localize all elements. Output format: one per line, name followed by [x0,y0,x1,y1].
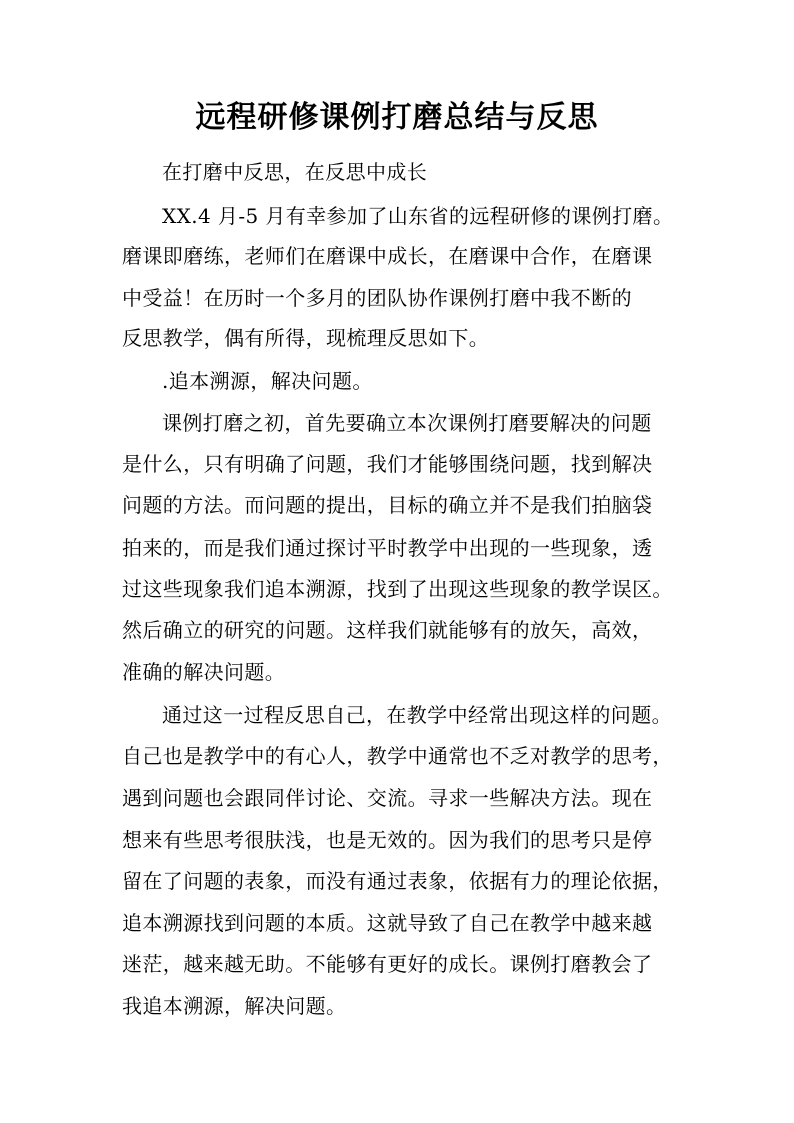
paragraph-line: 然后确立的研究的问题。这样我们就能够有的放矢，高效， [122,618,653,642]
paragraph-line: 遇到问题也会跟同伴讨论、交流。寻求一些解决方法。现在 [122,786,653,810]
subtitle-line: 在打磨中反思，在反思中成长 [162,160,428,184]
paragraph-line: 通过这一过程反思自己，在教学中经常出现这样的问题。 [162,703,672,727]
paragraph-line: 追本溯源找到问题的本质。这就导致了自己在教学中越来越 [122,911,653,935]
paragraph-line: 迷茫，越来越无助。不能够有更好的成长。课例打磨教会了 [122,952,653,976]
paragraph-line: 拍来的，而是我们通过探讨平时教学中出现的一些现象，透 [122,536,653,560]
paragraph-line: 课例打磨之初，首先要确立本次课例打磨要解决的问题 [162,411,652,435]
paragraph-line: 想来有些思考很肤浅，也是无效的。因为我们的思考只是停 [122,828,653,852]
paragraph-line: 磨课即磨练，老师们在磨课中成长，在磨课中合作，在磨课 [122,244,653,268]
paragraph-line: XX.4 月-5 月有幸参加了山东省的远程研修的课例打磨。 [162,204,674,228]
paragraph-line: 中受益！在历时一个多月的团队协作课例打磨中我不断的 [122,286,632,310]
paragraph-line: 我追本溯源，解决问题。 [122,994,347,1018]
paragraph-line: 是什么，只有明确了问题，我们才能够围绕问题，找到解决 [122,452,653,476]
paragraph-line: 留在了问题的表象，而没有通过表象，依据有力的理论依据， [122,869,673,893]
section-heading: .追本溯源，解决问题。 [162,369,373,393]
paragraph-line: 准确的解决问题。 [122,660,286,684]
paragraph-line: 自己也是教学中的有心人，教学中通常也不乏对教学的思考， [122,744,673,768]
paragraph-line: 问题的方法。而问题的提出，目标的确立并不是我们拍脑袋 [122,493,653,517]
paragraph-line: 过这些现象我们追本溯源，找到了出现这些现象的教学误区。 [122,577,673,601]
document-title: 远程研修课例打磨总结与反思 [195,100,599,135]
paragraph-line: 反思教学，偶有所得，现梳理反思如下。 [122,326,490,350]
